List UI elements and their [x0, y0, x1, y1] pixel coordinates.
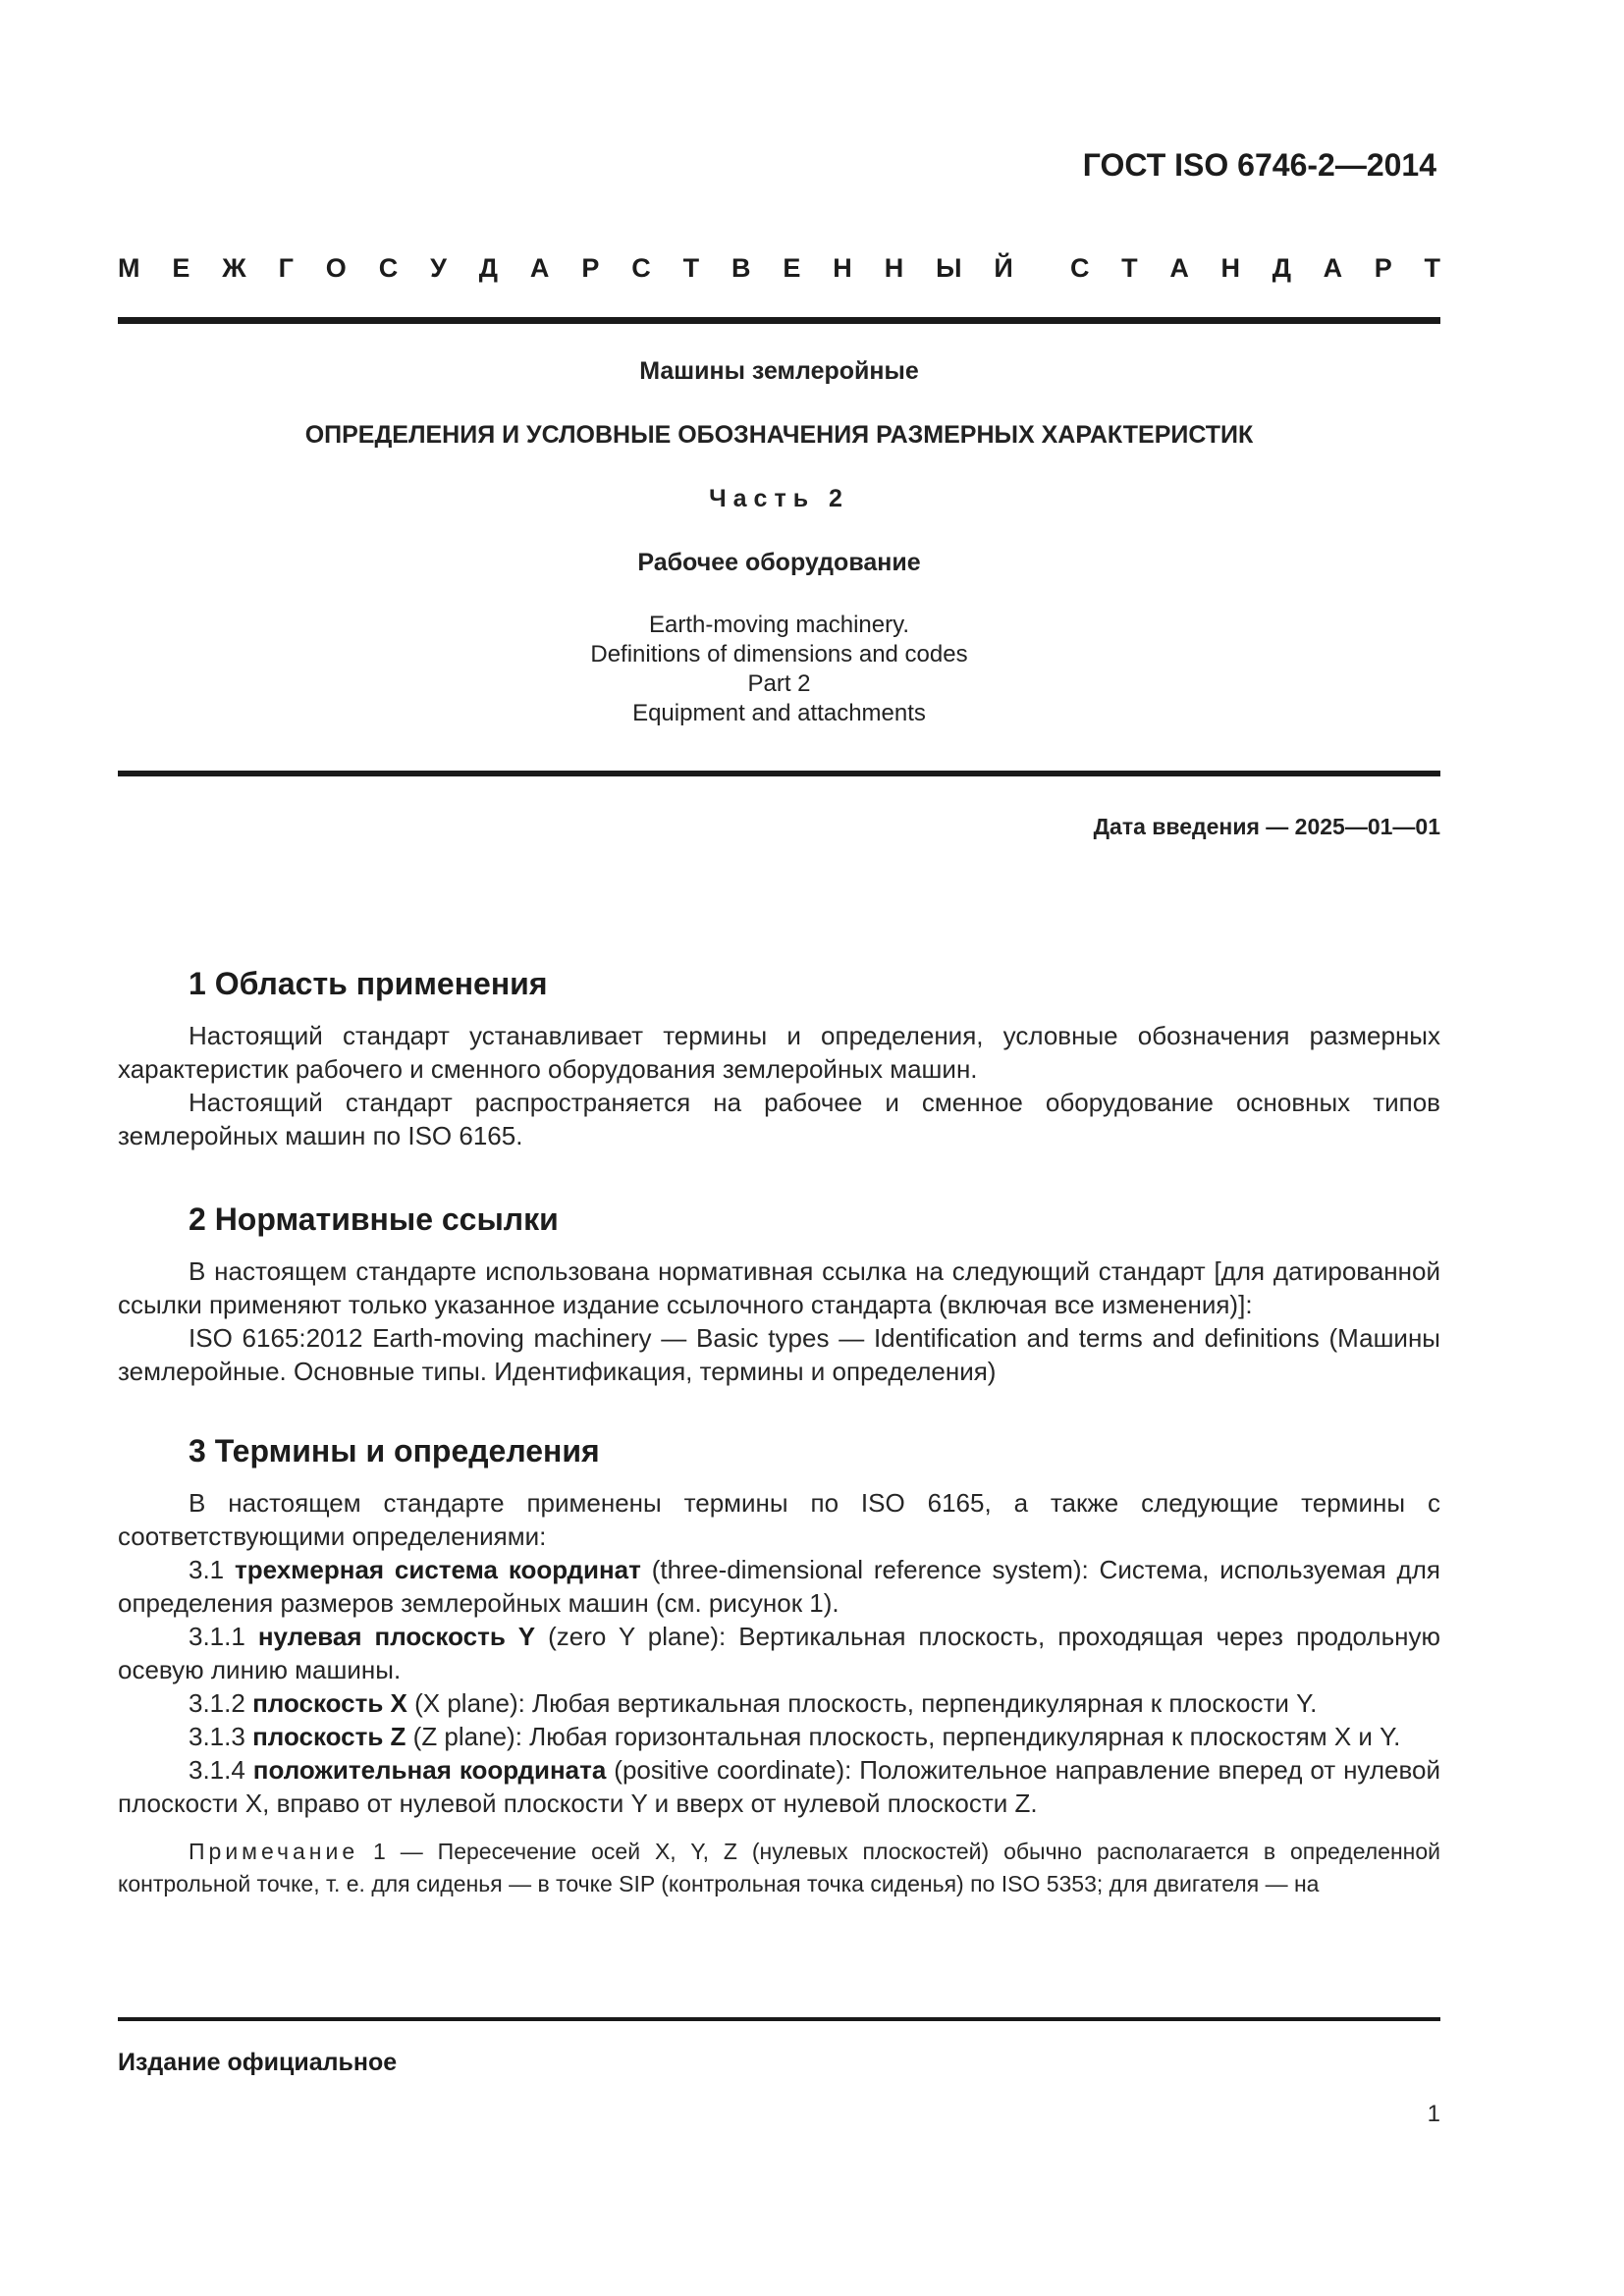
- standard-type: [118, 253, 1440, 284]
- title-main: ОПРЕДЕЛЕНИЯ И УСЛОВНЫЕ ОБОЗНАЧЕНИЯ РАЗМЕРНЫХ ХАРАКТЕРИСТИК: [304, 421, 1254, 449]
- header-letter: Ж: [222, 253, 246, 283]
- header-letter: В: [731, 253, 751, 283]
- header-letter: А: [1323, 253, 1343, 283]
- title-english-line: Part 2: [747, 670, 811, 697]
- term-entry: [118, 1620, 1440, 1686]
- paragraph: В настоящем стандарте применены термины по ISO 6165, а также следующие термины с соответствующими определениями:: [118, 1488, 1440, 1551]
- header-letter: Е: [172, 253, 190, 283]
- title-subtitle: Рабочее оборудование: [637, 549, 921, 576]
- term-number: 3.1: [189, 1555, 235, 1584]
- title-english-line: Equipment and attachments: [632, 700, 926, 726]
- term-number: 3.1.4: [189, 1755, 253, 1785]
- term-name: плоскость X: [252, 1688, 407, 1718]
- page-number: 1: [1427, 2101, 1440, 2127]
- header-letter: Р: [581, 253, 600, 283]
- paragraph: Настоящий стандарт устанавливает термины и определения, условные обозначения размерных характеристик рабочего и сменного оборудования землеройных машин.: [118, 1021, 1440, 1084]
- introduction-date: Дата введения — 2025—01—01: [1093, 814, 1440, 839]
- header-letter: Р: [1374, 253, 1392, 283]
- term-number: 3.1.1: [189, 1622, 258, 1651]
- header-letter: У: [430, 253, 447, 283]
- section-heading: 3 Термины и определения: [189, 1433, 600, 1468]
- header-letter: Н: [1220, 253, 1241, 283]
- section-heading: 1 Область применения: [189, 966, 548, 1001]
- section-terms-definitions: [118, 1431, 1440, 1900]
- term-definition: (three-dimensional reference system): Система, используемая для определения размеров землеройных машин (см. рисунок 1).: [118, 1555, 1440, 1618]
- section-scope: [118, 964, 1440, 1152]
- header-letter: Н: [833, 253, 852, 283]
- standard-type-word-2: [1070, 253, 1440, 284]
- standard-type-word-1: [118, 253, 1013, 284]
- term-number: 3.1.3: [189, 1722, 253, 1751]
- header-letter: Т: [1424, 253, 1440, 283]
- header-letter: Т: [682, 253, 700, 283]
- note-text: 1 — Пересечение осей X, Y, Z (нулевых плоскостей) обычно располагается в определенной контрольной точке, т. е. для сиденья — в точке SIP (контрольная точка сиденья) по ISO 5353; для двигателя — на: [118, 1839, 1440, 1896]
- section-heading: 2 Нормативные ссылки: [189, 1201, 559, 1237]
- header-letter: Н: [884, 253, 904, 283]
- title-english: [118, 611, 1440, 728]
- header-letter: Д: [1272, 253, 1291, 283]
- header-letter: Е: [783, 253, 801, 283]
- term-definition: (Z plane): Любая горизонтальная плоскость, перпендикулярная к плоскостям X и Y.: [406, 1722, 1401, 1751]
- header-letter: Д: [478, 253, 499, 283]
- title-english-line: Definitions of dimensions and codes: [590, 641, 968, 667]
- title-part: Часть 2: [709, 485, 849, 512]
- paragraph: Настоящий стандарт распространяется на рабочее и сменное оборудование основных типов землеройных машин по ISO 6165.: [118, 1088, 1440, 1150]
- header-letter: А: [529, 253, 550, 283]
- note: [118, 1836, 1440, 1900]
- header-letter: Ы: [936, 253, 962, 283]
- term-entry: [118, 1753, 1440, 1820]
- title-english-line: Earth-moving machinery.: [649, 612, 909, 638]
- paragraph: ISO 6165:2012 Earth-moving machinery — Basic types — Identification and terms and definitions (Машины землеройные. Основные типы. Идентификация, термины и определения): [118, 1323, 1440, 1386]
- paragraph: В настоящем стандарте использована нормативная ссылка на следующий стандарт [для датированной ссылки применяют только указанное издание ссылочного стандарта (включая все изменения)]:: [118, 1256, 1440, 1319]
- header-letter: С: [1070, 253, 1090, 283]
- header-letter: Й: [994, 253, 1013, 283]
- standard-number: ГОСТ ISO 6746-2—2014: [1082, 147, 1436, 183]
- header-letter: А: [1169, 253, 1189, 283]
- term-entry: [118, 1686, 1440, 1720]
- header-letter: С: [631, 253, 651, 283]
- term-entry: [118, 1720, 1440, 1753]
- term-name: положительная координата: [252, 1755, 607, 1785]
- section-normative-references: [118, 1200, 1440, 1388]
- note-label: Примечание: [189, 1839, 359, 1864]
- footer-rule: [118, 2017, 1440, 2021]
- term-name: трехмерная система координат: [234, 1555, 641, 1584]
- term-definition: (positive coordinate): Положительное направление вперед от нулевой плоскости X, вправо от нулевой плоскости Y и вверх от нулевой плоскости Z.: [118, 1755, 1440, 1818]
- header-letter: О: [325, 253, 347, 283]
- official-edition-label: Издание официальное: [118, 2049, 398, 2076]
- term-name: нулевая плоскость Y: [257, 1622, 536, 1651]
- term-definition: (X plane): Любая вертикальная плоскость, перпендикулярная к плоскости Y.: [406, 1688, 1318, 1718]
- header-letter: С: [378, 253, 399, 283]
- top-rule: [118, 317, 1440, 324]
- term-number: 3.1.2: [189, 1688, 253, 1718]
- header-letter: Г: [278, 253, 294, 283]
- term-entry: [118, 1553, 1440, 1620]
- title-bottom-rule: [118, 771, 1440, 776]
- term-name: плоскость Z: [252, 1722, 406, 1751]
- header-letter: М: [118, 253, 140, 283]
- term-definition: (zero Y plane): Вертикальная плоскость, проходящая через продольную осевую линию машины.: [118, 1622, 1441, 1684]
- header-letter: Т: [1121, 253, 1138, 283]
- title-group: Машины землеройные: [639, 357, 919, 385]
